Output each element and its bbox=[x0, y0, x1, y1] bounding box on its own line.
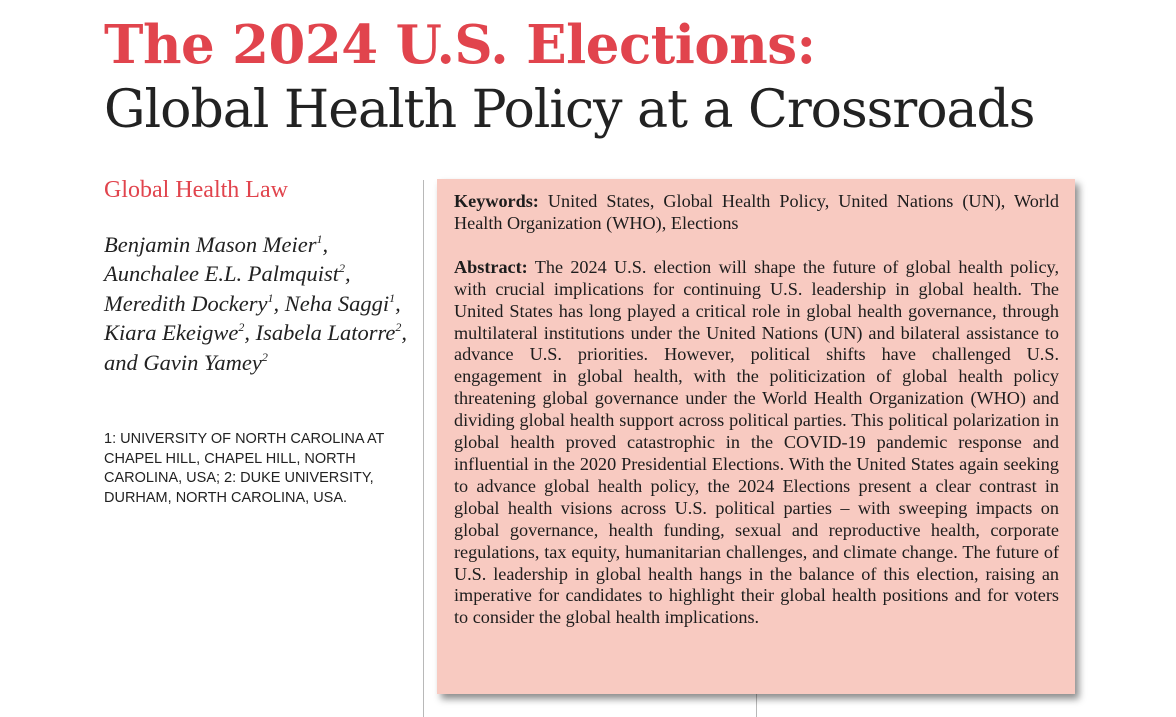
author-list: Benjamin Mason Meier$^1$, Aunchalee E.L. Palmquist$^2$, Meredith Dockery$^1$, Neha Saggi$^1$, Kiara Ekeigwe$^2$, Isabela Latorre$^2$, and Gavin Yamey$^2$ bbox=[104, 232, 408, 375]
author-affiliation-marker: 1 bbox=[389, 290, 396, 305]
column-divider bbox=[423, 180, 424, 717]
author-name: Aunchalee E.L. Palmquist bbox=[104, 261, 339, 287]
abstract-label: Abstract: bbox=[454, 256, 528, 277]
keywords bbox=[454, 191, 1059, 235]
section-label: Global Health Law bbox=[104, 177, 288, 203]
author-affiliation-marker: 2 bbox=[338, 261, 345, 276]
author-name: Benjamin Mason Meier bbox=[104, 232, 317, 257]
author-name: Isabela Latorre bbox=[255, 320, 396, 346]
author-affiliation-marker: 2 bbox=[261, 349, 268, 364]
abstract bbox=[454, 257, 1059, 629]
keywords-text: United States, Global Health Policy, United Nations (UN), World Health Organization (WHO), Elections bbox=[454, 191, 1059, 233]
author-name: Kiara Ekeigwe bbox=[104, 320, 239, 346]
author-affiliation-marker: 2 bbox=[238, 320, 245, 335]
author-name: Meredith Dockery bbox=[104, 290, 268, 316]
article-title-line-1: The 2024 U.S. Elections: bbox=[104, 14, 816, 76]
author-affiliation-marker: 1 bbox=[316, 232, 323, 246]
author-name: Gavin Yamey bbox=[143, 349, 262, 375]
article-title-line-2: Global Health Policy at a Crossroads bbox=[104, 80, 1035, 140]
author-affiliation-marker: 1 bbox=[267, 290, 274, 305]
abstract-box bbox=[437, 179, 1075, 694]
author-affiliations: 1: UNIVERSITY OF NORTH CAROLINA AT CHAPEL HILL, CHAPEL HILL, NORTH CAROLINA, USA; 2: DUKE UNIVERSITY, DURHAM, NORTH CAROLINA, USA. bbox=[104, 431, 385, 506]
keywords-label: Keywords: bbox=[454, 191, 539, 211]
author-affiliation-marker: 2 bbox=[395, 320, 402, 335]
author-name: Neha Saggi bbox=[284, 290, 390, 316]
abstract-text: The 2024 U.S. election will shape the future of global health policy, with crucial implications for continuing U.S. leadership in global health. The United States has long played a critical role in global health governance, through multilateral institutions under the United Nations (UN) and bilateral assistance to advance U.S. priorities. However, political shifts have challenged U.S. engagement in global health, with the politicization of global health policy threatening global governance under the World Health Organization (WHO) and dividing global health support across political parties. This political polarization in global health proved catastrophic in the COVID-19 pandemic response and influential in the 2020 Presidential Elections. With the United States again seeking to advance global health policy, the 2024 Elections present a clear contrast in global health visions across U.S. political parties – with sweeping impacts on global governance, health funding, sexual and reproductive health, corporate regulations, tax equity, humanitarian challenges, and climate change. The future of U.S. leadership in global health hangs in the balance of this election, raising an imperative for candidates to highlight their global health positions and for voters to consider the global health implications. bbox=[454, 256, 1059, 628]
column-divider bbox=[756, 690, 757, 717]
